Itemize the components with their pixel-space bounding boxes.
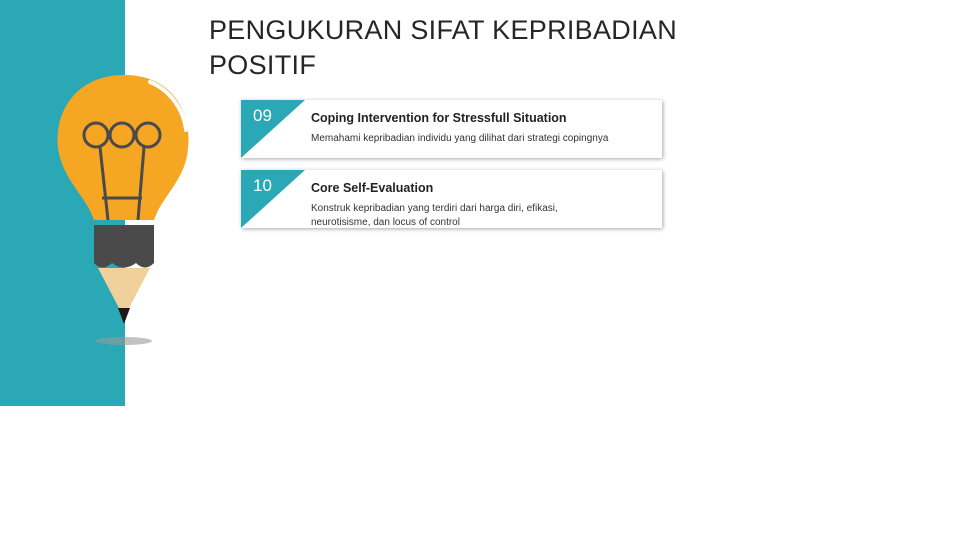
- number-badge-shape: [241, 100, 305, 158]
- list-item: [241, 100, 662, 158]
- item-description: Konstruk kepribadian yang terdiri dari harga diri, efikasi, neurotisisme, dan locus of control: [311, 203, 558, 228]
- item-title: Core Self-Evaluation: [311, 181, 434, 195]
- item-description: Memahami kepribadian individu yang dilihat dari strategi copingnya: [311, 133, 609, 144]
- lightbulb-pencil-icon: [40, 60, 200, 360]
- number-badge-shape: [241, 170, 305, 228]
- list-item: [241, 170, 662, 228]
- item-number: 10: [253, 176, 272, 195]
- item-number: 09: [253, 106, 272, 125]
- item-title: Coping Intervention for Stressfull Situation: [311, 111, 567, 125]
- slide-title: PENGUKURAN SIFAT KEPRIBADIAN POSITIF: [209, 15, 678, 80]
